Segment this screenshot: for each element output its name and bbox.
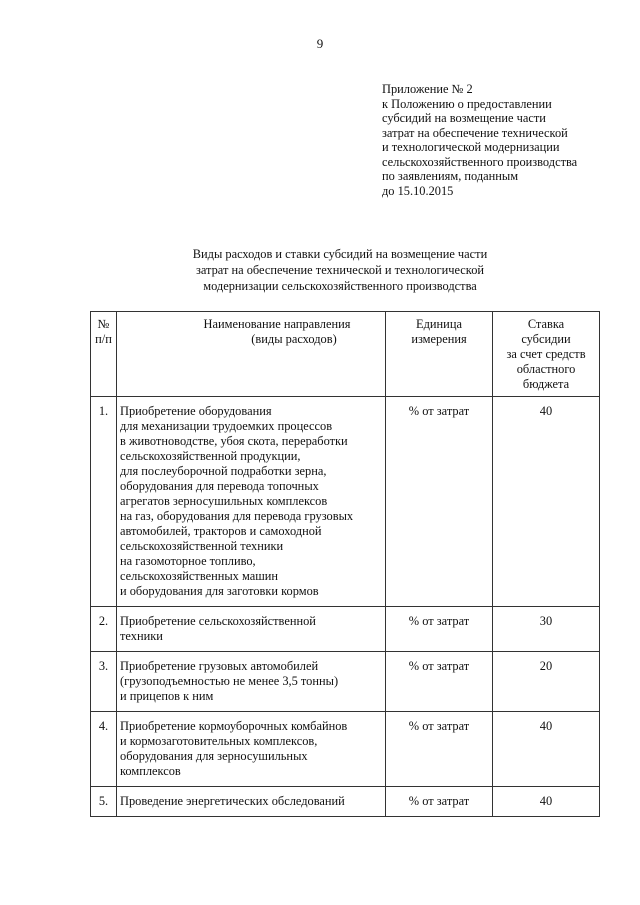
table-row — [91, 787, 600, 817]
title-line: Виды расходов и ставки субсидий на возмещение части — [192, 247, 488, 261]
header-line: (виды расходов) — [251, 332, 337, 346]
name-line: и оборудования для заготовки кормов — [120, 584, 319, 598]
table-row — [91, 652, 600, 712]
header-number — [91, 312, 117, 397]
name-line: агрегатов зерносушильных комплексов — [120, 494, 328, 508]
appendix-line: затрат на обеспечение технической — [382, 125, 568, 140]
row-number: 4. — [91, 712, 117, 787]
row-number: 2. — [91, 607, 117, 652]
row-unit: % от затрат — [386, 787, 493, 817]
name-line: Приобретение кормоуборочных комбайнов — [120, 719, 348, 733]
row-rate: 40 — [493, 787, 600, 817]
appendix-line: Приложение № 2 — [382, 82, 473, 96]
table-header-row — [91, 312, 600, 397]
name-line: в животноводстве, убоя скота, переработки — [120, 434, 348, 448]
header-line: за счет средств — [506, 347, 586, 361]
appendix-line: субсидий на возмещение части — [382, 111, 546, 125]
row-name — [117, 787, 386, 817]
name-line: комплексов — [120, 764, 181, 778]
name-line: Приобретение оборудования — [120, 404, 272, 418]
header-name — [117, 312, 386, 397]
name-line: сельскохозяйственной продукции, — [120, 449, 301, 463]
header-line: бюджета — [522, 377, 570, 391]
name-line: автомобилей, тракторов и самоходной — [120, 524, 322, 538]
row-name — [117, 652, 386, 712]
row-number: 1. — [91, 397, 117, 607]
row-unit: % от затрат — [386, 397, 493, 607]
header-line: областного — [516, 362, 576, 376]
appendix-line: и технологической модернизации — [382, 140, 560, 154]
row-rate: 40 — [493, 712, 600, 787]
name-line: оборудования для перевода топочных — [120, 479, 319, 493]
row-rate: 30 — [493, 607, 600, 652]
row-unit: % от затрат — [386, 652, 493, 712]
name-line: Приобретение сельскохозяйственной — [120, 614, 316, 628]
appendix-reference — [382, 82, 622, 198]
name-line: Проведение энергетических обследований — [120, 794, 345, 808]
name-line: и прицепов к ним — [120, 689, 214, 703]
header-line: Ставка — [527, 317, 565, 331]
name-line: техники — [120, 629, 163, 643]
name-line: для механизации трудоемких процессов — [120, 419, 333, 433]
table-row — [91, 607, 600, 652]
header-line: субсидии — [521, 332, 571, 346]
row-number: 3. — [91, 652, 117, 712]
name-line: сельскохозяйственных машин — [120, 569, 279, 583]
table-row — [91, 712, 600, 787]
row-unit: % от затрат — [386, 712, 493, 787]
name-line: и кормозаготовительных комплексов, — [120, 734, 318, 748]
header-line: Единица — [416, 317, 462, 331]
row-rate: 40 — [493, 397, 600, 607]
name-line: Приобретение грузовых автомобилей — [120, 659, 319, 673]
header-unit — [386, 312, 493, 397]
name-line: для послеуборочной подработки зерна, — [120, 464, 327, 478]
subsidy-rates-table — [90, 311, 600, 817]
appendix-line: по заявлениям, поданным — [382, 169, 519, 183]
header-rate — [493, 312, 600, 397]
row-name — [117, 397, 386, 607]
title-line: модернизации сельскохозяйственного производства — [203, 279, 477, 293]
document-title — [90, 246, 590, 294]
appendix-line: к Положению о предоставлении — [382, 96, 552, 111]
header-line: измерения — [411, 332, 467, 346]
table-row — [91, 397, 600, 607]
row-rate: 20 — [493, 652, 600, 712]
header-line: Наименование направления — [203, 317, 351, 331]
row-name — [117, 712, 386, 787]
page-number: 9 — [316, 36, 324, 51]
name-line: сельскохозяйственной техники — [120, 539, 284, 553]
row-number: 5. — [91, 787, 117, 817]
title-line: затрат на обеспечение технической и технологической — [195, 263, 485, 277]
name-line: оборудования для зерносушильных — [120, 749, 308, 763]
header-line: № — [97, 317, 110, 331]
row-name — [117, 607, 386, 652]
header-line: п/п — [95, 332, 112, 346]
appendix-line: до 15.10.2015 — [382, 183, 454, 198]
name-line: на газ, оборудования для перевода грузовых — [120, 509, 354, 523]
appendix-line: сельскохозяйственного производства — [382, 154, 578, 169]
name-line: на газомоторное топливо, — [120, 554, 256, 568]
name-line: (грузоподъемностью не менее 3,5 тонны) — [120, 674, 339, 688]
row-unit: % от затрат — [386, 607, 493, 652]
